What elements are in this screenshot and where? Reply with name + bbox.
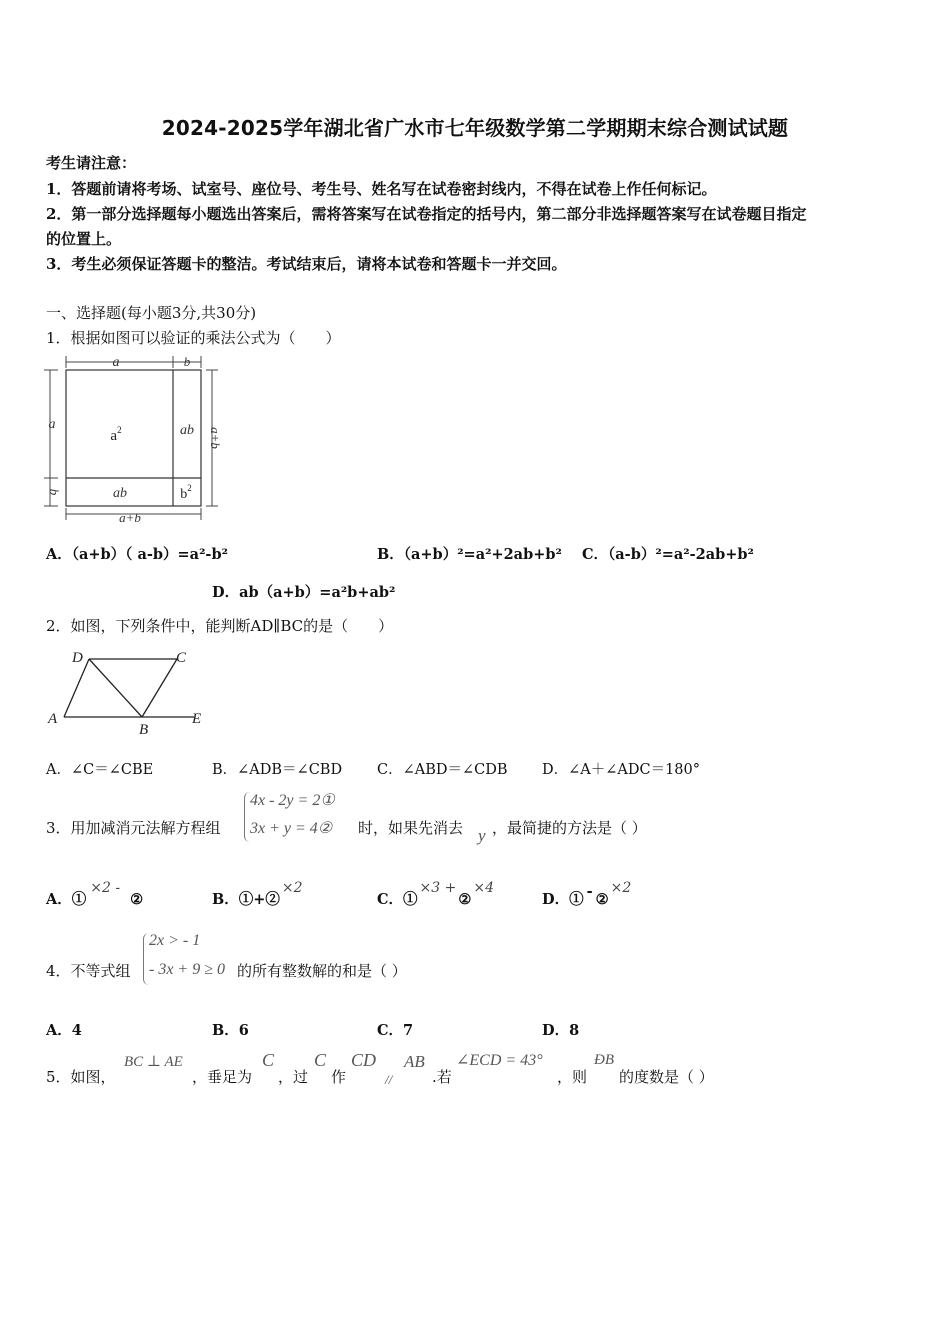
q4-option-d[interactable]: D．8 xyxy=(542,1022,580,1039)
q1-cell-b2-sq: 2 xyxy=(187,483,192,493)
notice-item: 1．答题前请将考场、试室号、座位号、考生号、姓名写在试卷密封线内，不得在试卷上作任何标记。 xyxy=(46,180,717,198)
q3-stem-mid: 时，如果先消去 xyxy=(358,819,464,837)
q4-option-b[interactable]: B．6 xyxy=(212,1022,249,1039)
q1-option-d[interactable]: D．ab（a+b）=a²b+ab² xyxy=(212,584,396,601)
q2-label-e: E xyxy=(192,711,202,727)
notice-item: 的位置上。 xyxy=(46,230,122,248)
question-stem: 3．用加减消元法解方程组 xyxy=(46,819,221,837)
q5-text-5: ，则 xyxy=(557,1068,588,1086)
section-heading: 一、选择题(每小题3分,共30分) xyxy=(46,304,257,322)
q5-math-ab: AB xyxy=(404,1052,425,1071)
question-stem: 4．不等式组 xyxy=(46,962,131,980)
q3-a-label: A．① xyxy=(46,891,87,908)
q3-equation-1: 4x - 2y = 2① xyxy=(250,792,335,809)
q1-option-c[interactable]: C．（a-b）²=a²-2ab+b² xyxy=(582,546,754,563)
q1-cell-ab-bottom: ab xyxy=(113,486,127,501)
q3-d-minus: - xyxy=(586,883,593,900)
q4-option-c[interactable]: C．7 xyxy=(377,1022,414,1039)
q2-option-c[interactable]: C．∠ABD＝∠CDB xyxy=(377,762,508,778)
q3-option-d[interactable] xyxy=(542,880,632,909)
q3-b-sup: ×2 xyxy=(281,880,303,896)
q3-b-label: B．①+② xyxy=(212,891,280,908)
q3-option-a[interactable] xyxy=(46,880,144,909)
q3-c-mid: ② xyxy=(458,891,472,908)
q4-stem-post: 的所有整数解的和是（ ） xyxy=(237,962,407,980)
q2-label-d: D xyxy=(72,650,83,666)
q5-math-angle-ecd: ∠ECD = 43° xyxy=(456,1052,543,1069)
q1-option-b[interactable]: B．（a+b）²=a²+2ab+b² xyxy=(377,546,562,563)
question-stem: 1．根据如图可以验证的乘法公式为（ ） xyxy=(46,329,341,347)
question-stem: 5．如图， xyxy=(46,1068,116,1086)
q1-cell-b2: b xyxy=(180,487,188,502)
question-stem: 2．如图，下列条件中，能判断AD∥BC的是（ ） xyxy=(46,617,394,635)
q2-parallelogram-figure xyxy=(44,645,214,740)
q3-stem-post: ，最简捷的方法是（ ） xyxy=(492,819,647,837)
q2-label-c: C xyxy=(176,650,187,666)
q5-math-parallel: // xyxy=(385,1072,393,1087)
q5-text-4: .若 xyxy=(432,1068,452,1086)
q4-inequality-1: 2x > - 1 xyxy=(149,932,201,949)
q1-label-bottom: a+b xyxy=(119,510,141,525)
q5-math-angle-b: ÐB xyxy=(594,1052,614,1068)
q2-label-b: B xyxy=(139,722,149,738)
q3-d-mid: ② xyxy=(595,891,609,908)
q1-label-left-b: b xyxy=(47,488,62,496)
svg-text:b2 xyxy=(180,483,192,502)
q3-d-label: D．① xyxy=(542,891,584,908)
q3-d-sup: ×2 xyxy=(610,880,632,896)
q5-text-2: ，过 xyxy=(278,1068,309,1086)
q2-option-b[interactable]: B．∠ADB＝∠CBD xyxy=(212,762,343,778)
svg-text:a2 xyxy=(110,425,121,444)
notice-item: 3．考生必须保证答题卡的整洁。考试结束后，请将本试卷和答题卡一并交回。 xyxy=(46,255,567,273)
notice-item: 2．第一部分选择题每小题选出答案后，需将答案写在试卷指定的括号内，第二部分非选择题答案写在试卷题目指定 xyxy=(46,205,807,223)
q2-option-a[interactable]: A．∠C＝∠CBE xyxy=(46,762,154,778)
notice-heading: 考生请注意： xyxy=(46,154,137,172)
q2-option-d[interactable]: D．∠A＋∠ADC＝180° xyxy=(542,762,701,778)
q3-a-sup: ×2 - xyxy=(90,880,121,896)
q5-math-c: C xyxy=(262,1050,275,1070)
q3-option-c[interactable] xyxy=(377,880,495,909)
q1-square-figure xyxy=(40,350,230,525)
q3-c-sup2: ×4 xyxy=(473,880,495,896)
page-title: 2024-2025学年湖北省广水市七年级数学第二学期期末综合测试试题 xyxy=(161,116,789,140)
q4-inequality-2: - 3x + 9 ≥ 0 xyxy=(149,961,226,978)
q1-option-a[interactable]: A．（a+b）（ a-b）=a²-b² xyxy=(46,546,228,563)
q1-label-right: a+b xyxy=(208,427,223,449)
q3-var-y: y xyxy=(478,826,486,845)
q5-math-c2: C xyxy=(314,1050,327,1070)
q1-label-left-a: a xyxy=(48,417,56,432)
q3-equation-2: 3x + y = 4② xyxy=(250,820,333,837)
q1-cell-ab-right: ab xyxy=(180,423,194,438)
q2-label-a: A xyxy=(48,711,58,727)
q1-label-top-a: a xyxy=(112,355,120,370)
q5-text-1: ，垂足为 xyxy=(192,1068,253,1086)
q1-cell-a2: a xyxy=(110,428,118,444)
q5-text-6: 的度数是（ ） xyxy=(619,1068,714,1086)
q3-option-b[interactable] xyxy=(212,880,303,909)
q1-label-top-b: b xyxy=(183,354,191,369)
q5-math-bc-perp-ae: BC ⊥ AE xyxy=(124,1054,183,1070)
q4-option-a[interactable]: A．4 xyxy=(46,1022,82,1039)
q3-a-end: ② xyxy=(130,891,144,908)
q5-text-3: 作 xyxy=(331,1068,347,1086)
q3-c-label: C．① xyxy=(377,891,418,908)
q1-cell-a2-sq: 2 xyxy=(117,425,122,435)
q3-c-sup: ×3 + xyxy=(419,880,457,896)
q5-math-cd: CD xyxy=(351,1050,377,1070)
